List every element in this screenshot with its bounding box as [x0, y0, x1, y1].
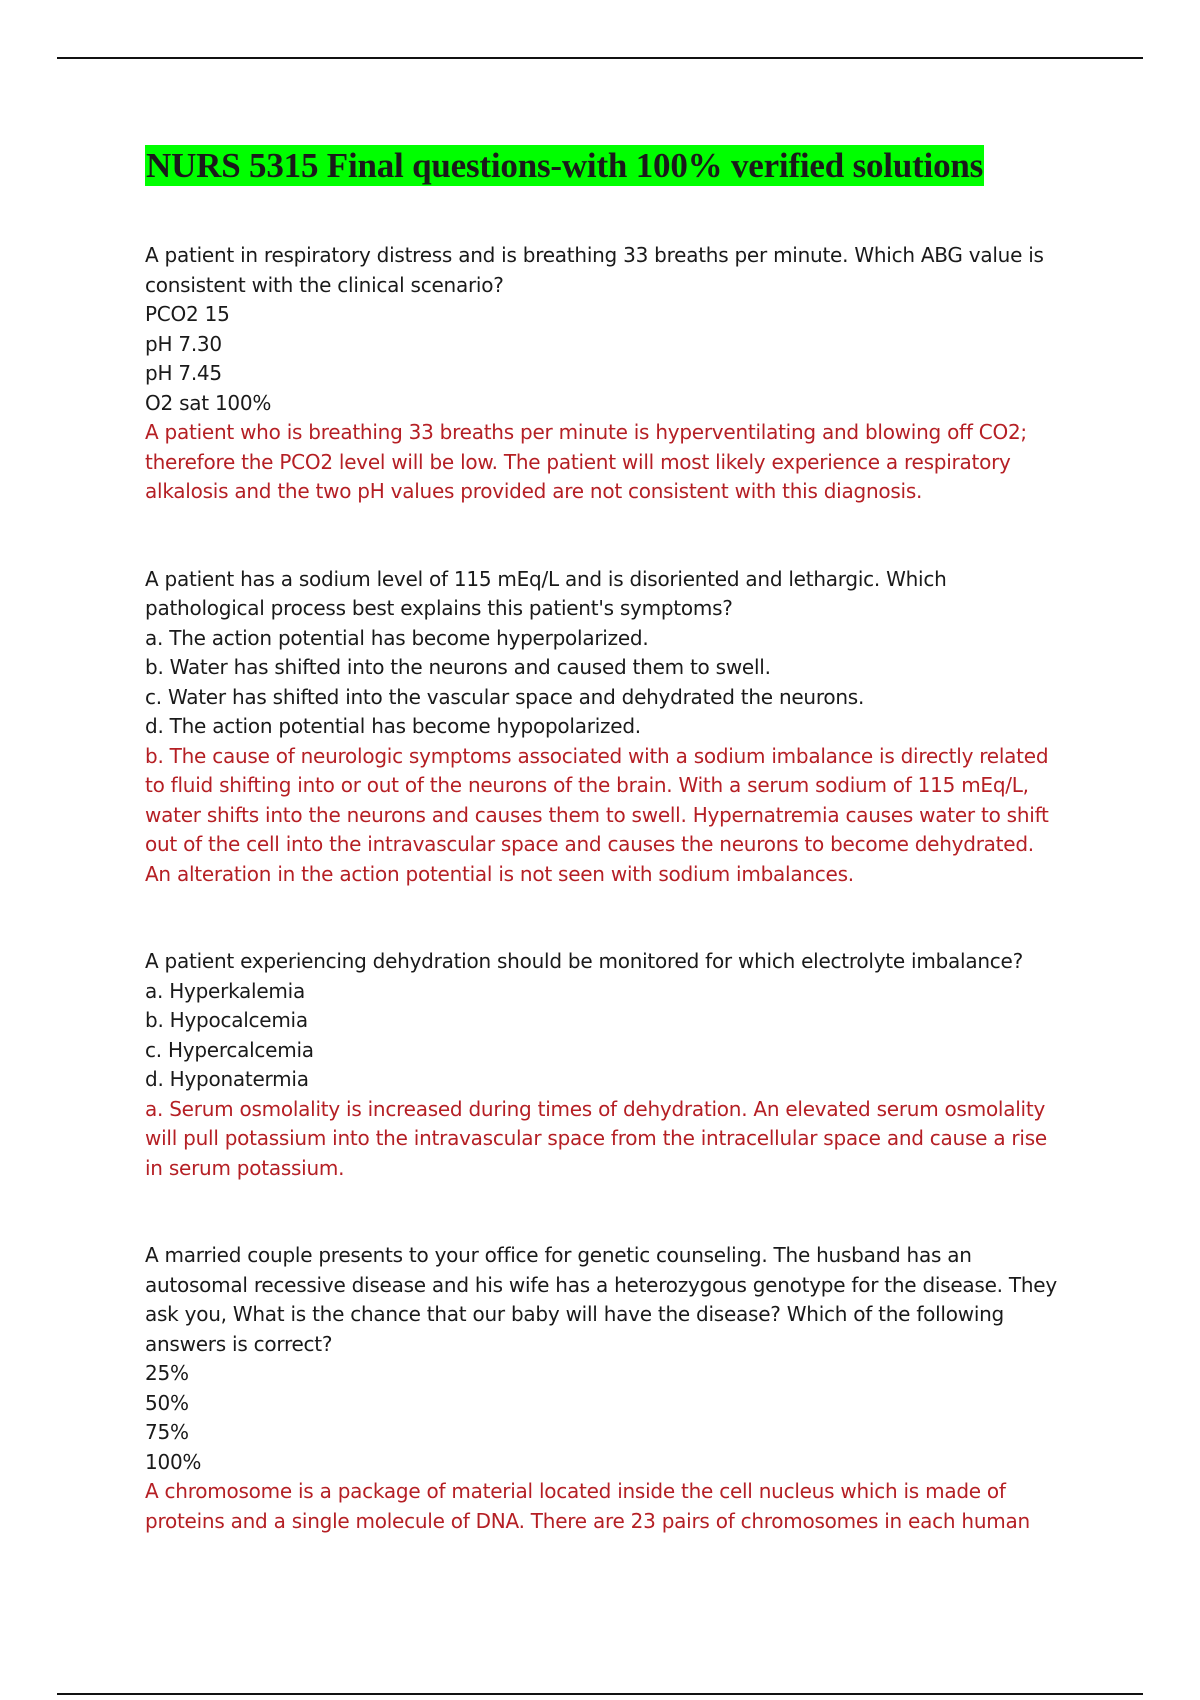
- answer-option: PCO2 15: [145, 302, 230, 326]
- answer-rationale: b. The cause of neurologic symptoms associated with a sodium imbalance is directly related to fluid shifting into or out of the neurons of the brain. With a serum sodium of 115 mEq/L, water shifts into the neurons and causes them to swell. Hypernatremia causes water to shift out of the cell into the intravascular space and causes the neurons to become dehydrated. An alteration in the action potential is not seen with sodium imbalances.: [145, 743, 1049, 886]
- answer-option: c. Hypercalcemia: [145, 1037, 314, 1062]
- question-text: A patient in respiratory distress and is breathing 33 breaths per minute. Which ABG value is consistent with the clinical scenario?: [145, 243, 1044, 297]
- question-block: [145, 241, 1065, 507]
- question-text: A married couple presents to your office for genetic counseling. The husband has an autosomal recessive disease and his wife has a heterozygous genotype for the disease. They ask you, What is the chance that our baby will have the disease? Which of the following answers is correct?: [145, 1243, 1057, 1356]
- question-text: A patient has a sodium level of 115 mEq/L and is disoriented and lethargic. Which pathological process best explains this patient's symptoms?: [145, 566, 947, 620]
- question-text: A patient experiencing dehydration should be monitored for which electrolyte imbalance?: [145, 949, 1023, 973]
- answer-option: d. Hyponatermia: [145, 1067, 309, 1091]
- answer-option: c. Water has shifted into the vascular space and dehydrated the neurons.: [145, 684, 865, 709]
- answer-option: a. The action potential has become hyperpolarized.: [145, 625, 649, 650]
- answer-option: d. The action potential has become hypopolarized.: [145, 714, 641, 738]
- answer-option: 50%: [145, 1390, 189, 1415]
- answer-option: pH 7.45: [145, 361, 222, 385]
- top-rule: [57, 57, 1143, 59]
- answer-rationale: A chromosome is a package of material located inside the cell nucleus which is made of proteins and a single molecule of DNA. There are 23 pairs of chromosomes in each human: [145, 1479, 1030, 1533]
- answer-option: O2 sat 100%: [145, 390, 272, 415]
- answer-option: b. Water has shifted into the neurons and caused them to swell.: [145, 655, 771, 679]
- document-body: [145, 145, 1065, 1536]
- answer-rationale: a. Serum osmolality is increased during times of dehydration. An elevated serum osmolality will pull potassium into the intravascular space from the intracellular space and cause a rise in serum potassium.: [145, 1096, 1047, 1180]
- answer-option: 100%: [145, 1449, 202, 1474]
- answer-option: pH 7.30: [145, 331, 222, 356]
- answer-option: b. Hypocalcemia: [145, 1008, 308, 1032]
- question-block: [145, 1241, 1065, 1536]
- answer-option: a. Hyperkalemia: [145, 978, 305, 1003]
- answer-rationale: A patient who is breathing 33 breaths per minute is hyperventilating and blowing off CO2; therefore the PCO2 level will be low. The patient will most likely experience a respiratory alkalosis and the two pH values provided are not consistent with this diagnosis.: [145, 420, 1027, 503]
- document-title: NURS 5315 Final questions-with 100% verified solutions: [146, 146, 984, 185]
- bottom-rule: [57, 1693, 1143, 1695]
- question-block: [145, 565, 1065, 890]
- question-block: [145, 947, 1065, 1183]
- answer-option: 25%: [145, 1361, 189, 1385]
- answer-option: 75%: [145, 1420, 189, 1444]
